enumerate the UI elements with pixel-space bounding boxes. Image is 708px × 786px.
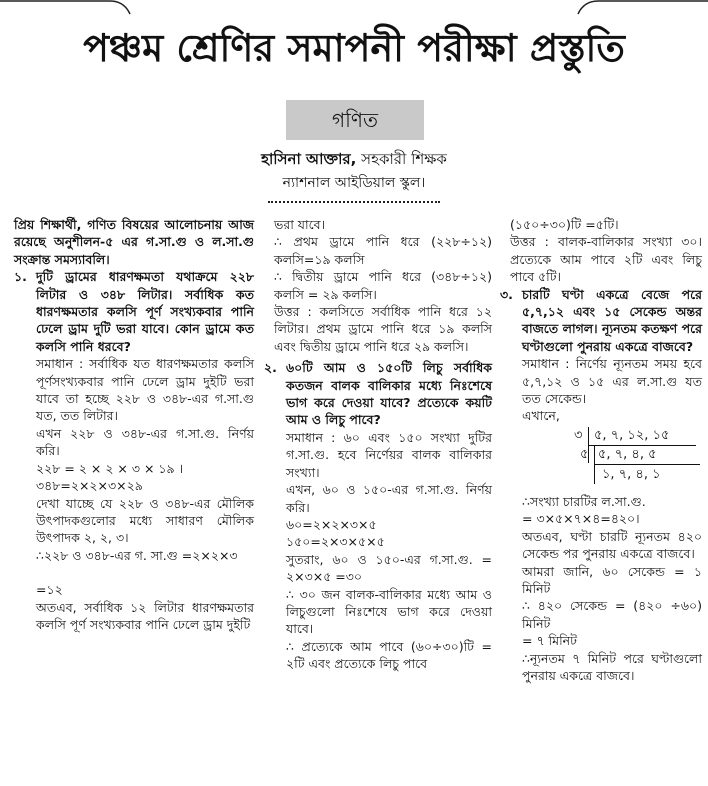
solution-line: ∴ ৪২০ সেকেন্ড = (৪২০ ÷৬০) মিনিট	[522, 598, 702, 631]
solution-line: ∴ প্রথম ড্রামে পানি ধরে (২২৮÷১২) কলসি=১৯ কলসি	[274, 234, 492, 267]
header-rule	[0, 0, 708, 18]
lcm-row-3: ১, ৭, ৪, ১	[602, 466, 661, 482]
lcm-divisor-1: ৩	[574, 427, 583, 443]
solution-line: অতএব, সর্বাধিক ১২ লিটার ধারণক্ষমতার কলসি পূর্ণ সংখ্যকবার পানি ঢেলে ড্রাম দুইটি	[36, 599, 254, 632]
solution-line: এখন, ৬০ ও ১৫০-এর গ.সা.গু. নির্ণয় করি।	[286, 482, 492, 515]
solution-line: ২২৮ = ২ × ২ × ৩ × ১৯ ।	[36, 460, 184, 476]
author-line	[0, 148, 708, 170]
solution-line: = ৩×৫×৭×৪=৪২০।	[522, 511, 640, 527]
column-1	[14, 216, 254, 633]
subject-label: গণিত	[286, 100, 424, 140]
question-3	[500, 286, 702, 356]
question-3-text: চারটি ঘণ্টা একত্রে বেজে পরে ৫,৭,১২ এবং ১৫ সেকেন্ড অন্তর বাজতে লাগল। ন্যূনতম কতক্ষণ পরে ঘণ্টাগুলো পুনরায় একত্রে বাজবে?	[522, 286, 702, 354]
answer-line: উত্তর : কলসিতে সর্বাধিক পানি ধরে ১২ লিটার। প্রথম ড্রামে পানি ধরে ১৯ কলসি এবং দ্বিতীয় ড্রামে পানি ধরে ২৯ কলসি।	[274, 304, 492, 354]
solution-line: সমাধান : নির্ণেয় ন্যূনতম সময় হবে ৫,৭,১২ ও ১৫ এর ল.সা.গু যত তত সেকেন্ড।	[522, 356, 702, 407]
solution-line: ∴ প্রত্যেকে আম পাবে (৬০÷৩০)টি = ২টি এবং প্রত্যেকে লিচু পাবে	[286, 638, 492, 672]
question-1	[14, 268, 254, 355]
dotted-divider	[268, 201, 440, 203]
solution-line: আমরা জানি, ৬০ সেকেন্ড = ১ মিনিট	[522, 563, 702, 596]
solution-line: ∴২২৮ ও ৩৪৮-এর গ. সা.গু =২×২×৩	[36, 547, 238, 563]
solution-line: = ৭ মিনিট	[522, 633, 577, 649]
answer-line: উত্তর : বালক-বালিকার সংখ্যা ৩০। প্রত্যেকে আম পাবে ২টি এবং লিচু পাবে ৫টি।	[510, 234, 702, 285]
solution-line: ১৫০=২×৩×৫×৫	[286, 534, 385, 550]
author-name: হাসিনা আক্তার,	[261, 150, 357, 168]
solution-line: ∴ দ্বিতীয় ড্রামে পানি ধরে (৩৪৮÷১২) কলসি = ২৯ কলসি।	[274, 269, 492, 302]
column-2	[264, 216, 492, 673]
question-2	[264, 359, 492, 429]
solution-line: এখন ২২৮ ও ৩৪৮-এর গ.সা.গু. নির্ণয় করি।	[36, 425, 254, 459]
solution-line: সমাধান : ৬০ এবং ১৫০ সংখ্যা দুটির গ.সা.গু. হবে নির্ণেয়র বালক বালিকার সংখ্যা।	[286, 429, 492, 480]
intro-text: প্রিয় শিক্ষার্থী, গণিত বিষয়ের আলোচনায় আজ রয়েছে অনুশীলন-৫ এর গ.সা.গু ও ল.সা.গু সংক্রান্ত সমস্যাবলি।	[14, 217, 254, 267]
solution-line: ভরা যাবে।	[274, 217, 326, 232]
lcm-row-1: ৫, ৭, ১২, ১৫	[594, 427, 670, 443]
question-1-text: দুটি ড্রামের ধারণক্ষমতা যথাক্রমে ২২৮ লিটার ও ৩৪৮ লিটার। সর্বাধিক কত ধারণক্ষমতার কলসি পূর্ণ সংখ্যকবার পানি ঢেলে ড্রাম দুটি ভরা যাবে। কোন ড্রামে কত কলসি পানি ধরবে?	[36, 269, 254, 354]
column-3	[500, 216, 702, 684]
solution-line: দেখা যাচ্ছে যে ২২৮ ও ৩৪৮-এর মৌলিক উৎপাদকগুলোর মধ্যে সাধারণ মৌলিক উৎপাদক ২, ২, ৩।	[36, 495, 254, 546]
solution-line: ৬০=২×২×৩×৫	[286, 516, 377, 532]
lcm-row-2: ৫, ৭, ৪, ৫	[598, 446, 657, 462]
solution-line: ∴ ৩০ জন বালক-বালিকার মধ্যে আম ও লিচুগুলো নিঃশেষে ভাগ করে দেওয়া যাবে।	[286, 586, 492, 637]
lcm-divisor-2: ৫	[580, 446, 589, 462]
author-role: সহকারী শিক্ষক	[356, 150, 447, 168]
solution-line: এখানে,	[522, 408, 560, 424]
solution-line: সমাধান : সর্বাধিক যত ধারণক্ষমতার কলসি পূর্ণসংখ্যকবার পানি ঢেলে ড্রাম দুইটি ভরা যাবে তা হচ্ছে ২২৮ ও ৩৪৮-এর গ.সা.গু যত, তত লিটার।	[36, 356, 254, 424]
solution-line: ∴সংখ্যা চারটির ল.সা.গু.	[522, 493, 646, 509]
question-2-number: ২.	[264, 360, 277, 376]
solution-line: ৩৪৮=২×২×৩×২৯	[36, 478, 143, 494]
question-3-number: ৩.	[500, 286, 513, 302]
school-name: ন্যাশনাল আইডিয়াল স্কুল।	[282, 175, 426, 191]
page-title: পঞ্চম শ্রেণির সমাপনী পরীক্ষা প্রস্তুতি	[83, 25, 625, 70]
question-2-text: ৬০টি আম ও ১৫০টি লিচু সর্বাধিক কতজন বালক বালিকার মধ্যে নিঃশেষে ভাগ করে দেওয়া যাবে? প্রত্যেকে কয়টি আম ও লিচু পাবে?	[286, 360, 492, 428]
solution-line: =১২	[36, 582, 63, 598]
solution-line: অতএব, ঘণ্টা চারটি ন্যূনতম ৪২০ সেকেন্ড পর পুনরায় একত্রে বাজবে।	[522, 528, 702, 562]
solution-line: (১৫০÷৩০)টি =৫টি।	[510, 217, 619, 232]
solution-line: ∴ন্যূনতম ৭ মিনিট পরে ঘণ্টাগুলো পুনরায় একত্রে বাজবে।	[522, 650, 702, 683]
question-1-number: ১.	[14, 269, 27, 285]
solution-line: সুতরাং, ৬০ ও ১৫০-এর গ.সা.গু. = ২×৩×৫ =৩০	[286, 551, 492, 585]
lcm-division	[574, 427, 708, 489]
